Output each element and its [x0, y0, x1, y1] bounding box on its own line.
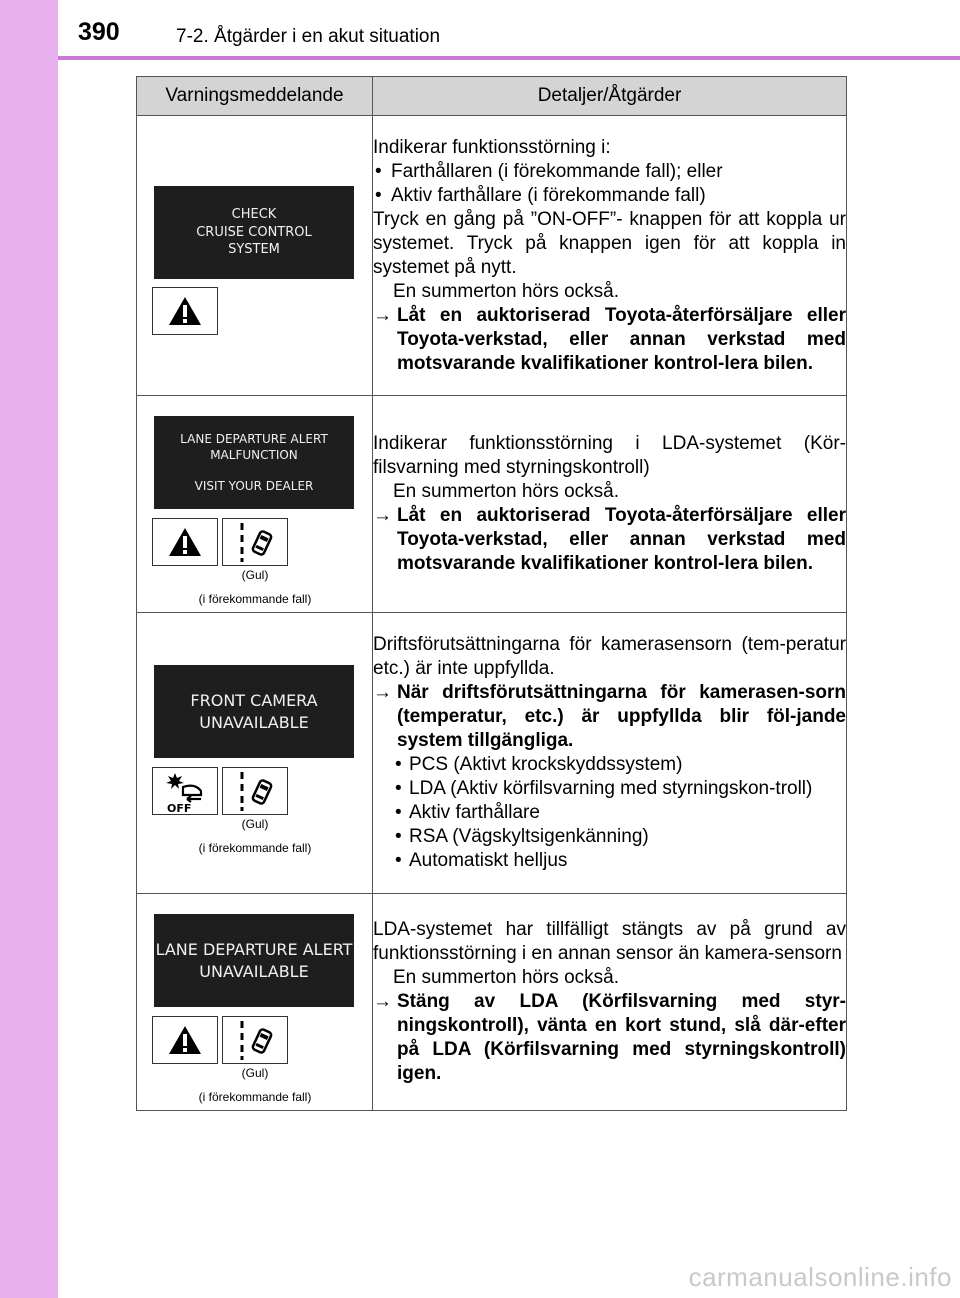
warning-image-cell [137, 613, 373, 894]
page-number: 390 [78, 18, 120, 46]
page-side-band [0, 0, 58, 1298]
display-screen: LANE DEPARTURE ALERT MALFUNCTION VISIT YOUR DEALER [154, 416, 354, 509]
color-note: (Gul) [241, 568, 269, 582]
lane-departure-icon [222, 1016, 288, 1064]
warning-table [136, 76, 847, 1111]
master-warning-icon [152, 287, 218, 335]
col-header-details: Detaljer/Åtgärder [373, 77, 847, 116]
display-screen: CHECK CRUISE CONTROL SYSTEM [154, 186, 354, 279]
lane-departure-icon [222, 767, 288, 815]
chapter-title: 7-2. Åtgärder i en akut situation [176, 26, 441, 47]
table-row [137, 396, 847, 613]
watermark: carmanualsonline.info [688, 1262, 952, 1292]
table-row [137, 894, 847, 1111]
table-row [137, 613, 847, 894]
table-row [137, 116, 847, 396]
header-rule [58, 56, 960, 60]
master-warning-icon [152, 1016, 218, 1064]
color-note: (Gul) [241, 817, 269, 831]
table-header-row [137, 77, 847, 116]
details-cell: Indikerar funktionsstörning i LDA-systemet (Kör-filsvarning med styrningskontroll) En summerton hörs också. → Låt en auktoriserad Toyota-återförsäljare eller Toyota-verkstad, eller annan verkstad med motsvarande kvalifikationer kontrol-lera bilen. [373, 396, 847, 613]
pcs-off-icon [152, 767, 218, 815]
availability-note: (i förekommande fall) [198, 1090, 312, 1104]
warning-image-cell [137, 396, 373, 613]
lane-departure-icon [222, 518, 288, 566]
details-cell: Indikerar funktionsstörning i: • Farthållaren (i förekommande fall); eller • Aktiv farthållare (i förekommande fall) Tryck en gång på ”ON-OFF”- knappen för att koppla ur systemet. Tryck på knappen igen för att koppla in systemet på nytt. En summerton hörs också. → Låt en auktoriserad Toyota-återförsäljare eller Toyota-verkstad, eller annan verkstad med motsvarande kvalifikationer kontrol-lera bilen. [373, 116, 847, 396]
availability-note: (i förekommande fall) [198, 592, 312, 606]
availability-note: (i förekommande fall) [198, 841, 312, 855]
details-cell: LDA-systemet har tillfälligt stängts av på grund av funktionsstörning i en annan sensor än kamera-sensorn En summerton hörs också. → Stäng av LDA (Körfilsvarning med styr-ningskontroll), vänta en kort stund, slå där-efter på LDA (Körfilsvarning med styrningskontroll) igen. [373, 894, 847, 1111]
svg-text:OFF: OFF [167, 802, 192, 813]
master-warning-icon [152, 518, 218, 566]
details-cell: Driftsförutsättningarna för kamerasensorn (tem-peratur etc.) är inte uppfyllda. → När driftsförutsättningarna för kamerasen-sorn (temperatur, etc.) är uppfyllda blir föl-jande system tillgängliga. • PCS (Aktivt krockskyddssystem) • LDA (Aktiv körfilsvarning med styrningskon-troll) • Aktiv farthållare • RSA (Vägskyltsigenkänning) • Automatiskt helljus [373, 613, 847, 894]
warning-image-cell [137, 894, 373, 1111]
warning-image-cell [137, 116, 373, 396]
col-header-warning: Varningsmeddelande [137, 77, 373, 116]
display-screen: LANE DEPARTURE ALERT UNAVAILABLE [154, 914, 354, 1007]
display-screen: FRONT CAMERA UNAVAILABLE [154, 665, 354, 758]
color-note: (Gul) [241, 1066, 269, 1080]
